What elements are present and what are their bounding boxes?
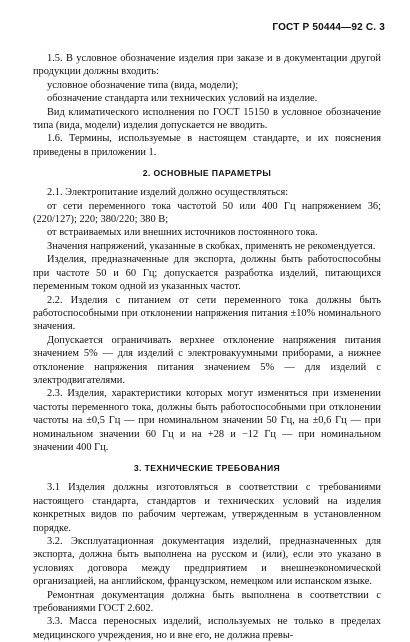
paragraph: 3.3. Масса переносных изделий, используемых не только в пределах медицинского учреждения, но и вне его, не должна превы- (33, 616, 381, 641)
paragraph: 1.6. Термины, используемые в настоящем стандарте, и их пояснения приведены в приложении 1. (33, 133, 381, 158)
paragraph: от встраиваемых или внешних источников постоянного тока. (47, 227, 318, 239)
paragraph: 2.1. Электропитание изделий должно осуществляться: (47, 187, 289, 199)
paragraph: обозначение стандарта или технических условий на изделие. (47, 93, 318, 105)
paragraph: Вид климатического исполнения по ГОСТ 15150 в условное обозначение типа (вида, модели) изделия допускается не вводить. (33, 106, 381, 132)
page-header: ГОСТ Р 50444—92 С. 3 (272, 22, 385, 33)
document-body (33, 52, 381, 642)
paragraph: 2.3. Изделия, характеристики которых могут изменяться при изменении частоты переменного тока, должны быть работоспособными при отклонении частоты на ±0,5 Гц — при номинальном значении 50 Гц, на ±0,6 Гц — при номинальном значении 60 Гц и на +28 и −12 Гц — при номинальном значении 400 Гц. (33, 388, 381, 453)
section-heading: 2. ОСНОВНЫЕ ПАРАМЕТРЫ (142, 168, 272, 179)
paragraph: 2.2. Изделия с питанием от сети переменного тока должны быть работоспособными при отклонении напряжения питания ±10% номинального значения. (33, 294, 381, 333)
paragraph: 3.2. Эксплуатационная документация изделий, предназначенных для экспорта, должна быть выполнена на русском и (или), если это указано в условиях договора между предприятием и внешнеэкономической организацией, на английском, французском, немецком или испанском языке. (33, 536, 381, 588)
paragraph: 3.1 Изделия должны изготовляться в соответствии с требованиями настоящего стандарта, стандартов и технических условий на изделия конкретных видов по рабочим чертежам, утвержденным в установленном порядке. (33, 482, 381, 534)
paragraph: от сети переменного тока частотой 50 или 400 Гц напряжением 36; (220/127); 220; 380/220; 380 В; (33, 200, 381, 226)
paragraph: Ремонтная документация должна быть выполнена в соответствии с требованиями ГОСТ 2.602. (33, 589, 381, 615)
paragraph: Допускается ограничивать верхнее отклонение напряжения питания значением 5% — для изделий с электровакуумными приборами, а нижнее отклонение напряжения питания значением 5% — для изделий с электродвигателями. (33, 334, 381, 386)
section-heading: 3. ТЕХНИЧЕСКИЕ ТРЕБОВАНИЯ (133, 463, 281, 474)
paragraph: 1.5. В условное обозначение изделия при заказе и в документации другой продукции должны входить: (33, 53, 381, 78)
paragraph: Значения напряжений, указанные в скобках, применять не рекомендуется. (47, 240, 376, 252)
paragraph: условное обозначение типа (вида, модели); (47, 79, 239, 91)
paragraph: Изделия, предназначенные для экспорта, должны быть работоспособны при частоте 50 и 60 Гц; допускается разработка изделий, питающихся переменным током одной из указанных частот. (33, 254, 381, 293)
